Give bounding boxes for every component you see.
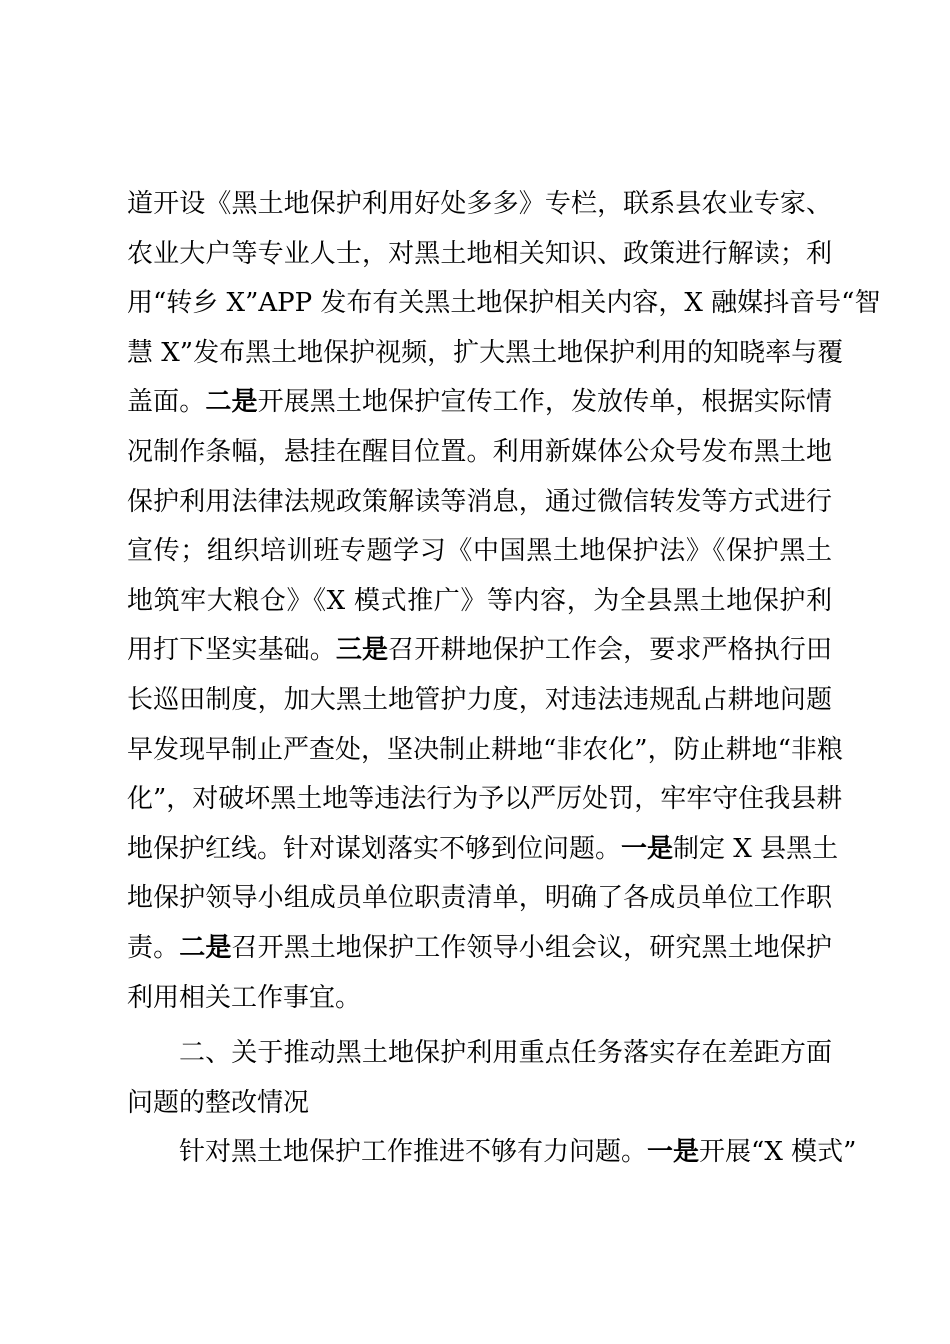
text-line: 地筑牢大粮仓》《X 模式推广》等内容，为全县黑土地保护利 [127,585,832,616]
text-line: 宣传；组织培训班专题学习《中国黑土地保护法》《保护黑土 [127,536,832,567]
text-line: 保护利用法律法规政策解读等消息，通过微信转发等方式进行 [127,486,832,517]
text-line: 农业大户等专业人士，对黑土地相关知识、政策进行解读；利 [127,238,832,269]
text-line: 用打下坚实基础。三是召开耕地保护工作会，要求严格执行田 [127,635,832,666]
section-heading: 二、关于推动黑土地保护利用重点任务落实存在差距方面 [179,1038,832,1069]
text-line: 长巡田制度，加大黑土地管护力度，对违法违规乱占耕地问题 [127,684,832,715]
text-line: 责。二是召开黑土地保护工作领导小组会议，研究黑土地保护 [127,932,832,963]
section-heading-continued: 问题的整改情况 [127,1087,310,1118]
text-line: 针对黑土地保护工作推进不够有力问题。一是开展“X 模式” [179,1137,857,1168]
text-line: 早发现早制止严查处，坚决制止耕地“非农化”，防止耕地“非粮 [127,734,843,765]
text-line: 况制作条幅，悬挂在醒目位置。利用新媒体公众号发布黑土地 [127,436,832,467]
text-line: 地保护领导小组成员单位职责清单，明确了各成员单位工作职 [127,883,832,914]
text-line: 利用相关工作事宜。 [127,982,362,1013]
bold-marker: 一是 [621,833,674,864]
bold-marker: 二是 [205,387,258,418]
text-line: 盖面。二是开展黑土地保护宣传工作，发放传单，根据实际情 [127,387,832,418]
bold-marker: 二是 [179,932,232,963]
text-line: 道开设《黑土地保护利用好处多多》专栏，联系县农业专家、 [127,189,832,219]
bold-marker: 三是 [335,635,389,666]
bold-marker: 一是 [647,1137,700,1168]
text-line: 慧 X”发布黑土地保护视频，扩大黑土地保护利用的知晓率与覆 [127,337,844,368]
text-line: 地保护红线。针对谋划落实不够到位问题。一是制定 X 县黑土 [127,833,839,864]
text-line: 用“转乡 X”APP 发布有关黑土地保护相关内容，X 融媒抖音号“智 [127,288,881,319]
document-body [127,180,881,1178]
text-line: 化”，对破坏黑土地等违法行为予以严厉处罚，牢牢守住我县耕 [127,784,843,815]
